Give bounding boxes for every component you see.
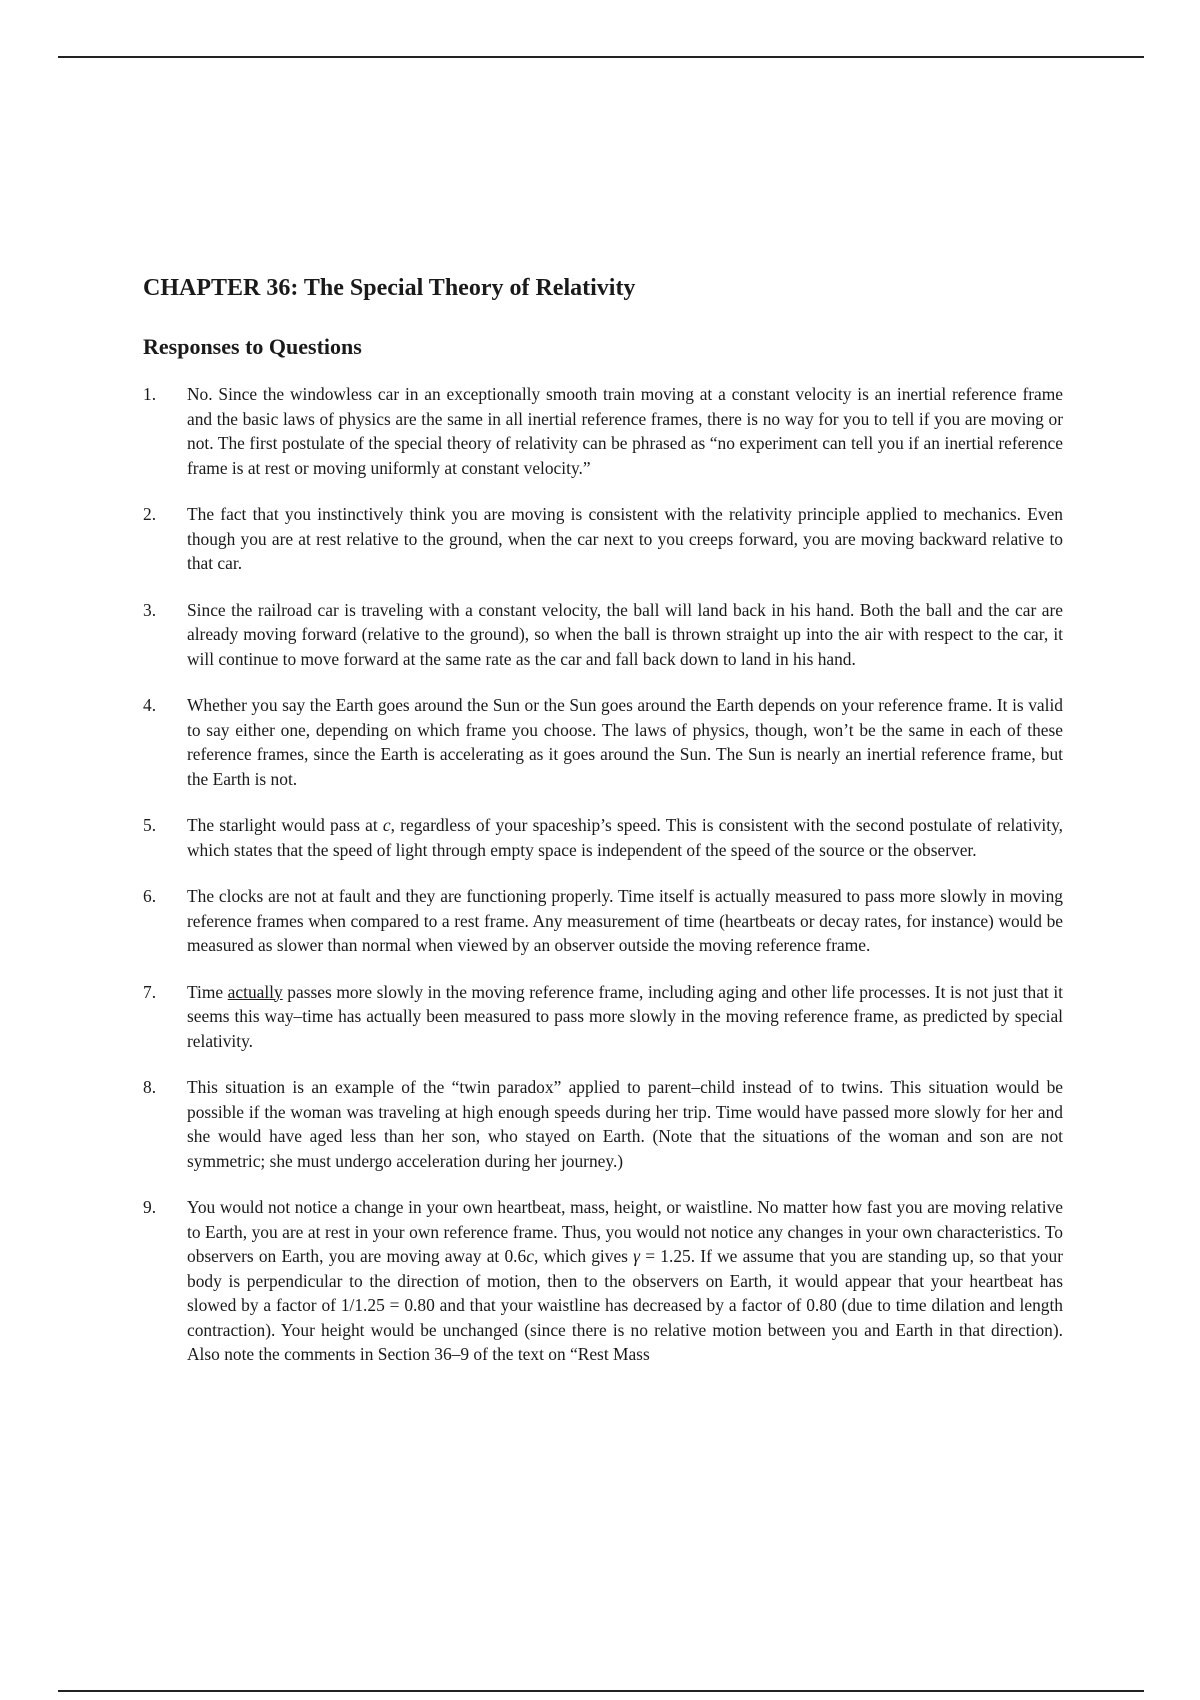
answer-text: The fact that you instinctively think you are moving is consistent with the relativity principle applied to mechanics. Even though you are at rest relative to the ground, when the car next to you creeps forward, you are moving backward relative to that car. (187, 504, 1063, 573)
answer-text (187, 813, 1063, 862)
answer-text-part: , which gives (533, 1246, 634, 1266)
answer-item (143, 382, 1063, 480)
answer-text (187, 980, 1063, 1054)
answer-text: This situation is an example of the “twin paradox” applied to parent–child instead of to twins. This situation would be possible if the woman was traveling at high enough speeds during her trip. Time would have passed more slowly for her and she would have aged less than her son, who stayed on Earth. (Note that the situations of the woman and son are not symmetric; she must undergo acceleration during her journey.) (187, 1077, 1063, 1171)
answer-text-part: You would not notice a change in your own heartbeat, mass, height, or waistline. No matter how fast you are moving relative to Earth, you are at rest in your own reference frame. Thus, you would not notice any changes in your own characteristics. To observers on Earth, you are moving away at 0.6 (187, 1197, 1063, 1266)
page-content (143, 272, 1063, 1389)
bottom-rule (58, 1690, 1144, 1692)
speed-of-light-symbol: c (526, 1246, 534, 1266)
answer-item (143, 502, 1063, 576)
answer-number: 7. (143, 981, 157, 1002)
answer-item (143, 1195, 1063, 1367)
answer-text-part: = 1.25. If we assume that you are standing up, so that your body is perpendicular to the direction of motion, then to the observers on Earth, it would appear that your heartbeat has slowed by a factor of 1/1.25 = 0.80 and that your waistline has decreased by a factor of 0.80 (due to time dilation and length contraction). Your height would be unchanged (since there is no relative motion between you and Earth in that direction). Also note the comments in Section 36–9 of the text on “Rest Mass (187, 1246, 1063, 1364)
underlined-word: actually (227, 981, 283, 1002)
answer-text: No. Since the windowless car in an exceptionally smooth train moving at a constant velocity is an inertial reference frame and the basic laws of physics are the same in all inertial reference frames, there is no way for you to tell if you are moving or not. The first postulate of the special theory of relativity can be phrased as “no experiment can tell you if an inertial reference frame is at rest or moving uniformly at constant velocity.” (187, 384, 1063, 478)
answer-text: Whether you say the Earth goes around the Sun or the Sun goes around the Earth depends on your reference frame. It is valid to say either one, depending on which frame you choose. The laws of physics, though, won’t be the same in each of these reference frames, since the Earth is accelerating as it goes around the Sun. The Sun is nearly an inertial reference frame, but the Earth is not. (187, 695, 1063, 789)
answer-text: Since the railroad car is traveling with a constant velocity, the ball will land back in his hand. Both the ball and the car are already moving forward (relative to the ground), so when the ball is thrown straight up into the air with respect to the car, it will continue to move forward at the same rate as the car and fall back down to land in his hand. (187, 599, 1063, 669)
chapter-title: CHAPTER 36: The Special Theory of Relativity (143, 275, 636, 301)
answer-item (143, 980, 1063, 1054)
answer-item (143, 1075, 1063, 1173)
section-heading: Responses to Questions (143, 334, 362, 359)
answer-number: 2. (143, 504, 157, 524)
answer-item (143, 884, 1063, 958)
answer-number: 3. (143, 599, 157, 620)
answer-text (187, 1195, 1063, 1367)
gamma-symbol: γ (633, 1246, 641, 1266)
answer-item (143, 813, 1063, 862)
answer-number: 8. (143, 1077, 157, 1097)
answer-number: 9. (143, 1197, 157, 1217)
answer-text: The clocks are not at fault and they are functioning properly. Time itself is actually measured to pass more slowly in moving reference frames when compared to a rest frame. Any measurement of time (heartbeats or decay rates, for instance) would be measured as slower than normal when viewed by an observer outside the moving reference frame. (187, 886, 1063, 955)
answer-number: 4. (143, 695, 157, 715)
answer-text-part: The starlight would pass at (187, 815, 383, 835)
answer-text-part: passes more slowly in the moving reference frame, including aging and other life processes. It is not just that it seems this way–time has actually been measured to pass more slowly in the moving reference frame, as predicted by special relativity. (187, 981, 1063, 1051)
answer-number: 1. (143, 384, 157, 404)
answer-number: 6. (143, 886, 157, 906)
answer-item (143, 598, 1063, 672)
answer-text-part: Time (187, 981, 228, 1002)
answer-number: 5. (143, 815, 157, 835)
answers-list (143, 382, 1063, 1367)
answer-item (143, 693, 1063, 791)
top-rule (58, 56, 1144, 58)
answer-text-part: , regardless of your spaceship’s speed. This is consistent with the second postulate of relativity, which states that the speed of light through empty space is independent of the speed of the source or the observer. (187, 815, 1063, 860)
speed-of-light-symbol: c (382, 815, 391, 835)
